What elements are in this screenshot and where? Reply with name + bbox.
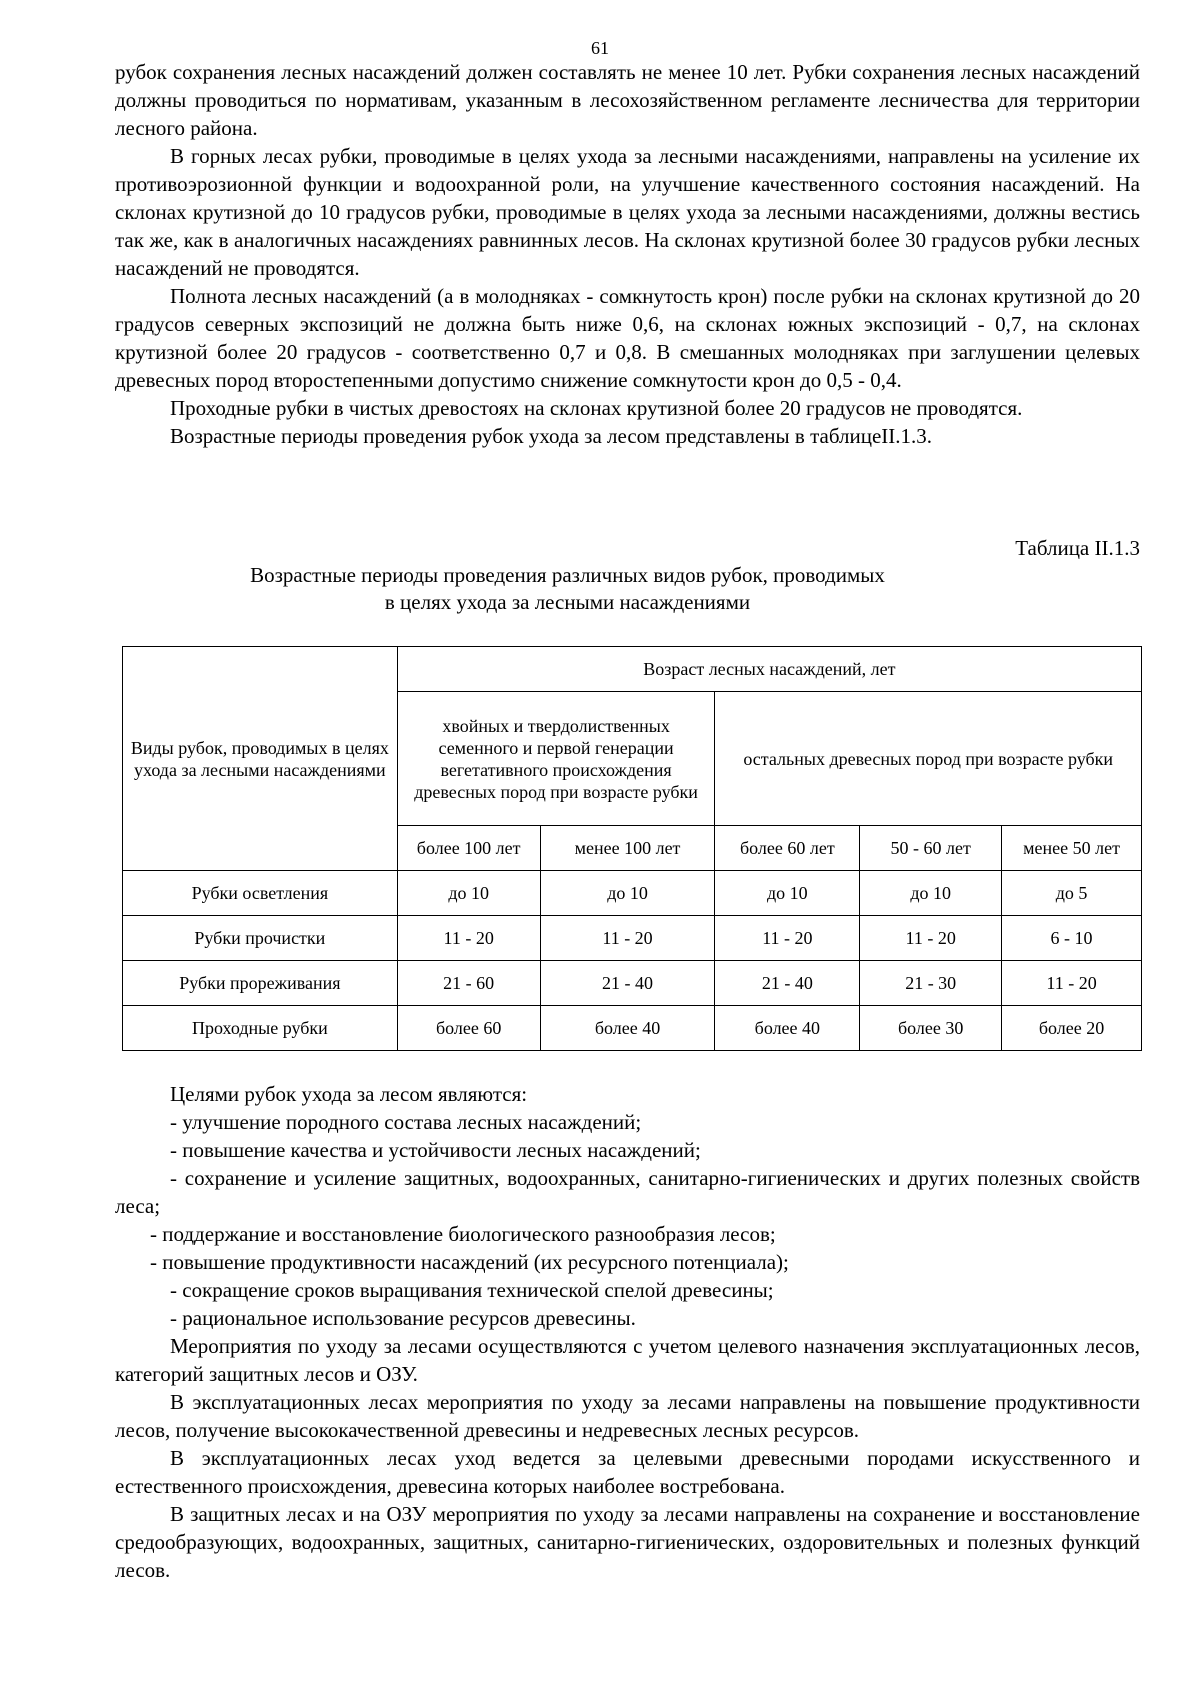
age-periods-table [122, 646, 1142, 1051]
table-cell: 21 - 40 [540, 961, 715, 1006]
top-text-block [115, 58, 1140, 450]
header-group-conifer: хвойных и твердолиственных семенного и первой генерации вегетативного происхождения древесных пород при возрасте рубки [397, 692, 715, 826]
paragraph: Полнота лесных насаждений (а в молодняках - сомкнутость крон) после рубки на склонах крутизной до 20 градусов северных экспозиций не должна быть ниже 0,6, на склонах южных экспозиций - 0,7, на склонах крутизной более 20 градусов - соответственно 0,7 и 0,8. В смешанных молодняках при заглушении целевых древесных пород второстепенными допустимо снижение сомкнутости крон до 0,5 - 0,4. [115, 284, 1140, 392]
table-label: Таблица II.1.3 [1015, 536, 1140, 560]
column-header: 50 - 60 лет [860, 826, 1002, 871]
table-title-line: Возрастные периоды проведения различных видов рубок, проводимых [250, 563, 885, 587]
table-cell: до 10 [540, 871, 715, 916]
table-cell: 11 - 20 [860, 916, 1002, 961]
column-header: менее 100 лет [540, 826, 715, 871]
table-row [123, 916, 1142, 961]
table-row [123, 871, 1142, 916]
table-cell: более 20 [1002, 1006, 1142, 1051]
table-cell: 11 - 20 [715, 916, 860, 961]
table-cell: до 10 [860, 871, 1002, 916]
table-cell: 11 - 20 [1002, 961, 1142, 1006]
row-name: Рубки прореживания [123, 961, 398, 1006]
paragraph: Проходные рубки в чистых древостоях на склонах крутизной более 20 градусов не проводятся. [170, 396, 1023, 420]
table-cell: более 30 [860, 1006, 1002, 1051]
table-cell: до 10 [397, 871, 540, 916]
column-header: более 60 лет [715, 826, 860, 871]
goal-item: - повышение продуктивности насаждений (их ресурсного потенциала); [150, 1250, 789, 1274]
table-cell: 21 - 60 [397, 961, 540, 1006]
table-title [115, 562, 1140, 616]
table-cell: 21 - 40 [715, 961, 860, 1006]
header-age: Возраст лесных насаждений, лет [397, 647, 1141, 692]
goal-item: - сокращение сроков выращивания технической спелой древесины; [170, 1278, 774, 1302]
row-name: Проходные рубки [123, 1006, 398, 1051]
table-cell: 11 - 20 [540, 916, 715, 961]
table-cell: до 10 [715, 871, 860, 916]
row-name: Рубки прочистки [123, 916, 398, 961]
table-cell: до 5 [1002, 871, 1142, 916]
goals-intro: Целями рубок ухода за лесом являются: [170, 1082, 528, 1106]
table-cell: 11 - 20 [397, 916, 540, 961]
paragraph: В горных лесах рубки, проводимые в целях ухода за лесными насаждениями, направлены на усиление их противоэрозионной функции и водоохранной роли, на улучшение качественного состояния насаждений. На склонах крутизной до 10 градусов рубки, проводимые в целях ухода за лесными насаждениями, должны вестись так же, как в аналогичных насаждениях равнинных лесов. На склонах крутизной более 30 градусов рубки лесных насаждений не проводятся. [115, 144, 1140, 280]
table-cell: более 40 [540, 1006, 715, 1051]
goal-item: - рациональное использование ресурсов древесины. [170, 1306, 636, 1330]
table-cell: 21 - 30 [860, 961, 1002, 1006]
paragraph: рубок сохранения лесных насаждений должен составлять не менее 10 лет. Рубки сохранения лесных насаждений должны проводиться по нормативам, указанным в лесохозяйственном регламенте лесничества для территории лесного района. [115, 60, 1140, 140]
table-title-line: в целях ухода за лесными насаждениями [384, 590, 751, 614]
page-number: 61 [591, 38, 609, 58]
table-row [123, 961, 1142, 1006]
paragraph: В защитных лесах и на ОЗУ мероприятия по уходу за лесами направлены на сохранение и восстановление средообразующих, водоохранных, защитных, санитарно-гигиенических, оздоровительных и полезных функций лесов. [115, 1502, 1140, 1582]
goal-item: - поддержание и восстановление биологического разнообразия лесов; [150, 1222, 776, 1246]
row-name: Рубки осветления [123, 871, 398, 916]
paragraph: Мероприятия по уходу за лесами осуществляются с учетом целевого назначения эксплуатационных лесов, категорий защитных лесов и ОЗУ. [115, 1334, 1140, 1386]
paragraph: Возрастные периоды проведения рубок ухода за лесом представлены в таблицеII.1.3. [170, 424, 932, 448]
table-cell: более 60 [397, 1006, 540, 1051]
paragraph: В эксплуатационных лесах мероприятия по уходу за лесами направлены на повышение продуктивности лесов, получение высококачественной древесины и недревесных лесных ресурсов. [115, 1390, 1140, 1442]
column-header: менее 50 лет [1002, 826, 1142, 871]
column-header: более 100 лет [397, 826, 540, 871]
table-cell: более 40 [715, 1006, 860, 1051]
header-cutting-type: Виды рубок, проводимых в целях ухода за лесными насаждениями [123, 647, 398, 871]
goal-item: - сохранение и усиление защитных, водоохранных, санитарно-гигиенических и других полезных свойств леса; [115, 1166, 1140, 1218]
table-row [123, 1006, 1142, 1051]
goal-item: - улучшение породного состава лесных насаждений; [170, 1110, 642, 1134]
header-group-other: остальных древесных пород при возрасте рубки [715, 692, 1142, 826]
table-cell: 6 - 10 [1002, 916, 1142, 961]
goal-item: - повышение качества и устойчивости лесных насаждений; [170, 1138, 701, 1162]
paragraph: В эксплуатационных лесах уход ведется за целевыми древесными породами искусственного и естественного происхождения, древесина которых наиболее востребована. [115, 1446, 1140, 1498]
bottom-text-block [115, 1080, 1140, 1584]
